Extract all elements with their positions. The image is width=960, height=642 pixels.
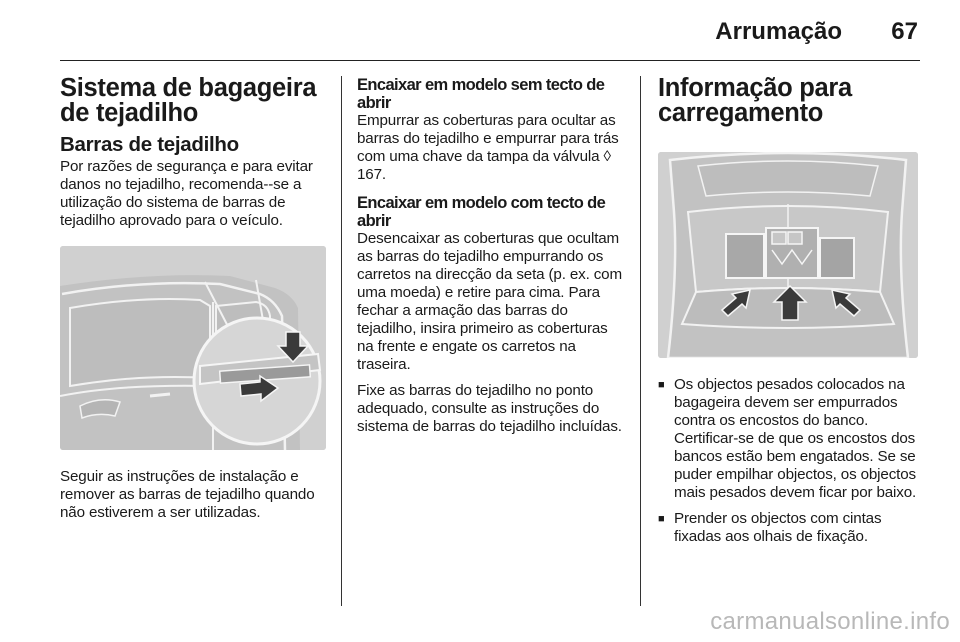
list-item — [658, 376, 922, 502]
fitting-sunroof-text: Desencaixar as coberturas que ocultam as barras do tejadilho empurrando os carretos na direcção da seta (p. ex. com uma moeda) e retire para cima. Para fechar a armação das barras do tejadilho, insira primeiro as coberturas na frente e engate os carretos na traseira. — [357, 230, 622, 373]
bullet-text: Os objectos pesados colocados na bagageira devem ser empurrados contra os encostos do banco. Certificar-se de que os encostos dos bancos estão bem engatados. Se se puder empilhar objectos, os objectos mais pesados devem ficar por baixo. — [674, 376, 917, 501]
page-header — [60, 14, 920, 61]
watermark: carmanualsonline.info — [710, 608, 950, 635]
fitting-sunroof-heading: Encaixar em modelo com tecto de abrir — [357, 194, 606, 230]
bullet-square-icon: ■ — [658, 379, 665, 391]
column-divider — [341, 76, 342, 606]
roof-bars-after-figure: Seguir as instruções de instalação e remover as barras de tejadilho quando não estiverem a ser utilizadas. — [60, 468, 315, 521]
column-roof-rack — [60, 76, 326, 522]
roof-bars-intro: Por razões de segurança e para evitar danos no tejadilho, recomenda--se a utilização do sistema de barras de tejadilho aprovado para o veículo. — [60, 158, 313, 229]
list-item — [658, 510, 922, 546]
bullet-text: Prender os objectos com cintas fixadas aos olhais de fixação. — [674, 510, 882, 545]
column-fitting — [357, 76, 625, 436]
section-title: Arrumação — [715, 18, 842, 45]
roof-bars-subheading: Barras de tejadilho — [60, 133, 239, 156]
car-roof-bar-illustration — [60, 246, 326, 450]
luggage-compartment-illustration — [658, 152, 918, 358]
column-loading-info — [658, 76, 922, 546]
fitting-fix-text: Fixe as barras do tejadilho no ponto adequado, consulte as instruções do sistema de barras do tejadilho incluídas. — [357, 382, 622, 435]
column-divider — [640, 76, 641, 606]
fitting-no-sunroof-text: Empurrar as coberturas para ocultar as barras do tejadilho e empurrar para trás com uma chave da tampa da válvula ◊ 167. — [357, 112, 619, 183]
loading-info-heading: Informação para carregamento — [658, 74, 852, 127]
loading-bullet-list — [658, 376, 922, 546]
bullet-square-icon: ■ — [658, 513, 665, 525]
roof-rack-heading: Sistema de bagageira de tejadilho — [60, 74, 317, 127]
fitting-no-sunroof-heading: Encaixar em modelo sem tecto de abrir — [357, 76, 605, 112]
page-number: 67 — [891, 18, 918, 45]
